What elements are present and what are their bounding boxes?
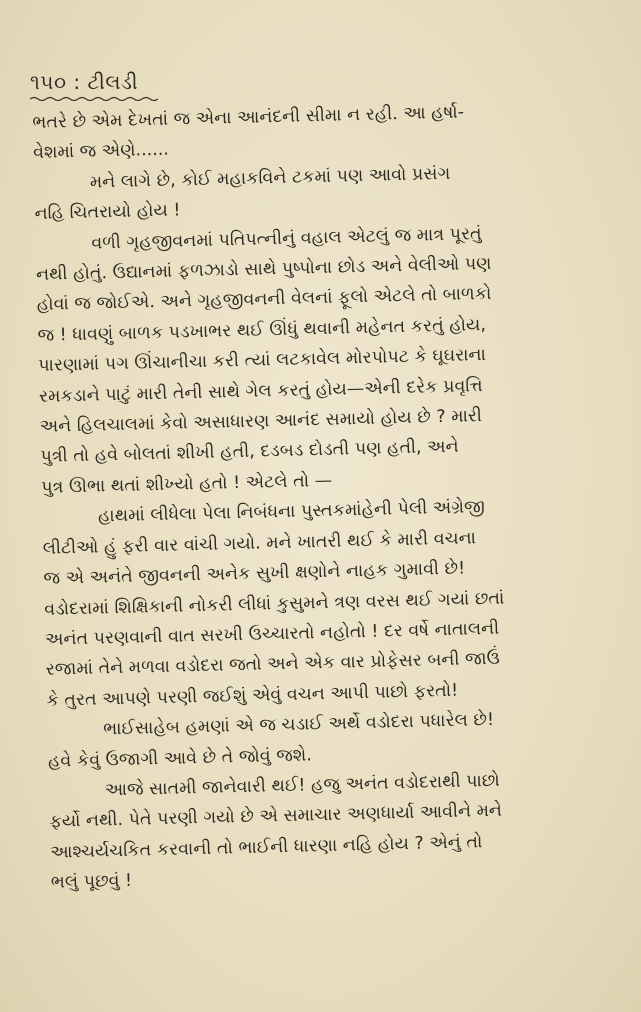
text-line: કે તુરત આપણે પરણી જઈશું એવું વચન આપી પાછો ફરતો!	[46, 680, 459, 711]
page-header	[30, 70, 138, 94]
body-text	[32, 94, 641, 899]
wavy-underline	[30, 96, 158, 102]
page-number: ૧૫૦	[30, 70, 67, 94]
text-line: પુત્ર ઊભા થતાં શીખ્યો હતો ! એટલે તો —	[41, 470, 333, 498]
text-line: વડોદરામાં શિક્ષિકાની નોકરી લીધાં કુસુમને ત્રણ વરસ થઈ ગયાં છતાં	[44, 588, 505, 620]
text-line: લીટીઓ હું ફરી વાર વાંચી ગયો. મને ખાતરી થઈ કે મારી વચના	[42, 527, 477, 559]
text-line: મને લાગે છે, કોઈ મહાકવિને ટકમાં પણ આવો પ્રસંગ	[89, 163, 451, 193]
text-line: અનંત પરણવાની વાત સરખી ઉચ્ચારતો નહોતો ! દર વર્ષે નાતાલની	[44, 618, 500, 650]
text-line: ભતરે છે એમ દેખતાં જ એના આનંદની સીમા ન રહી. આ હર્ષા-	[32, 102, 465, 133]
header-separator: :	[73, 70, 81, 94]
text-line: હવે કેવું ઉજાગી આવે છે તે જોવું જશે.	[47, 744, 313, 772]
text-line: પારણામાં પગ ઊંચાનીચા કરી ત્યાં લટકાવેલ મોરપોપટ કે ઘૂઘરાના	[38, 345, 487, 377]
text-line: હાથમાં લીધેલા પેલા નિબંધના પુસ્તકમાંહેની પેલી અંગ્રેજી	[97, 497, 485, 527]
text-line: આજે સાતમી જાનેવારી થઈ! હજુ અનંત વડોદરાથી પાછો	[104, 770, 500, 801]
text-line: પુત્રી તો હવે બોલતાં શીખી હતી, દડબડ દોડતી પણ હતી, અને	[40, 437, 459, 468]
text-line: નથી હોતું. ઉદ્યાનમાં ફળઝાડો સાથે પુષ્પોના છોડ અને વેલીઓ પણ	[35, 253, 492, 285]
text-line: ભલું પૂછવું !	[50, 870, 133, 893]
text-line: અને હિલચાલમાં કેવો અસાધારણ આનંદ સમાયો હોય છે ? મારી	[39, 406, 483, 437]
text-line: રજામાં તેને મળવા વડોદરા જતો અને એક વાર પ્રોફેસર બની જાઉં	[45, 649, 501, 681]
text-line: હોવાં જ જોઈએ. અને ગૃહજીવનની વેલનાં ફૂલો એટલે તો બાળકો	[36, 284, 492, 316]
text-line: વળી ગૃહજીવનમાં પતિપત્નીનું વહાલ એટલું જ માત્ર પૂરતું	[91, 223, 482, 254]
text-line: નહિ ચિતરાયો હોય !	[34, 200, 181, 225]
book-title: ટીલડી	[87, 70, 139, 94]
text-line: જ ! ધાવણું બાળક પડખાભર થઈ ઊંધું થવાની મહેનત કરતું હોય,	[37, 314, 487, 346]
text-line: જ એ અનંતે જીવનની અનેક સુખી ક્ષણોને નાહક ગુમાવી છે!	[43, 558, 466, 589]
text-line: આશ્ચર્યચકિત કરવાની તો ભાઈની ધારણા નહિ હોય ? એનું તો	[49, 831, 483, 863]
text-line: વેશમાં જ એણે......	[32, 140, 170, 164]
text-line: ફર્યો નથી. પેતે પરણી ગયો છે એ સમાચાર અણધાર્યા આવીને મને	[49, 801, 503, 833]
text-line: ભાઈસાહેબ હમણાં એ જ ચડાઈ અર્થે વડોદરા પધારેલ છે!	[102, 710, 495, 740]
text-line: રમકડાને પાટું મારી તેની સાથે ગેલ કરતું હોય—એની દરેક પ્રવૃત્તિ	[38, 375, 483, 407]
